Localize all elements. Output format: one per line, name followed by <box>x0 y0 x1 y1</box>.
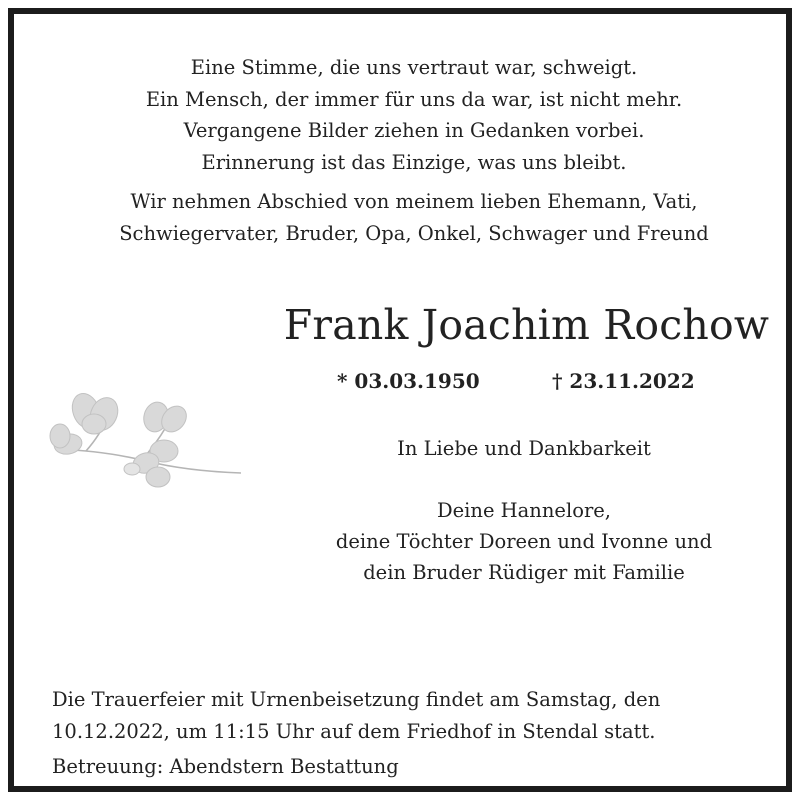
poem-line: Eine Stimme, die uns vertraut war, schweigt. <box>190 56 638 79</box>
service-info <box>52 684 792 747</box>
service-line: Die Trauerfeier mit Urnenbeisetzung findet am Samstag, den <box>52 688 661 711</box>
magnolia-branch-icon <box>46 389 246 501</box>
funeral-home: Betreuung: Abendstern Bestattung <box>52 755 399 778</box>
obituary-frame <box>8 8 792 792</box>
poem <box>34 52 794 178</box>
farewell-line: Wir nehmen Abschied von meinem lieben Ehemann, Vati, <box>130 190 698 213</box>
family-line: deine Töchter Doreen und Ivonne und <box>335 530 713 553</box>
family-line: dein Bruder Rüdiger mit Familie <box>363 561 685 584</box>
farewell-text <box>34 186 794 250</box>
deceased-name: Frank Joachim Rochow <box>283 301 770 349</box>
poem-line: Ein Mensch, der immer für uns da war, ist nicht mehr. <box>145 87 683 111</box>
death-date: † 23.11.2022 <box>552 369 695 393</box>
family-signature <box>264 495 784 588</box>
thanks-text: In Liebe und Dankbarkeit <box>397 437 651 460</box>
poem-line: Erinnerung ist das Einzige, was uns bleibt. <box>201 150 627 174</box>
farewell-line: Schwiegervater, Bruder, Opa, Onkel, Schwager und Freund <box>119 222 709 245</box>
service-line: 10.12.2022, um 11:15 Uhr auf dem Friedhof in Stendal statt. <box>52 719 656 743</box>
poem-line: Vergangene Bilder ziehen in Gedanken vorbei. <box>183 119 645 142</box>
family-line: Deine Hannelore, <box>436 499 612 522</box>
birth-date: * 03.03.1950 <box>337 369 480 393</box>
